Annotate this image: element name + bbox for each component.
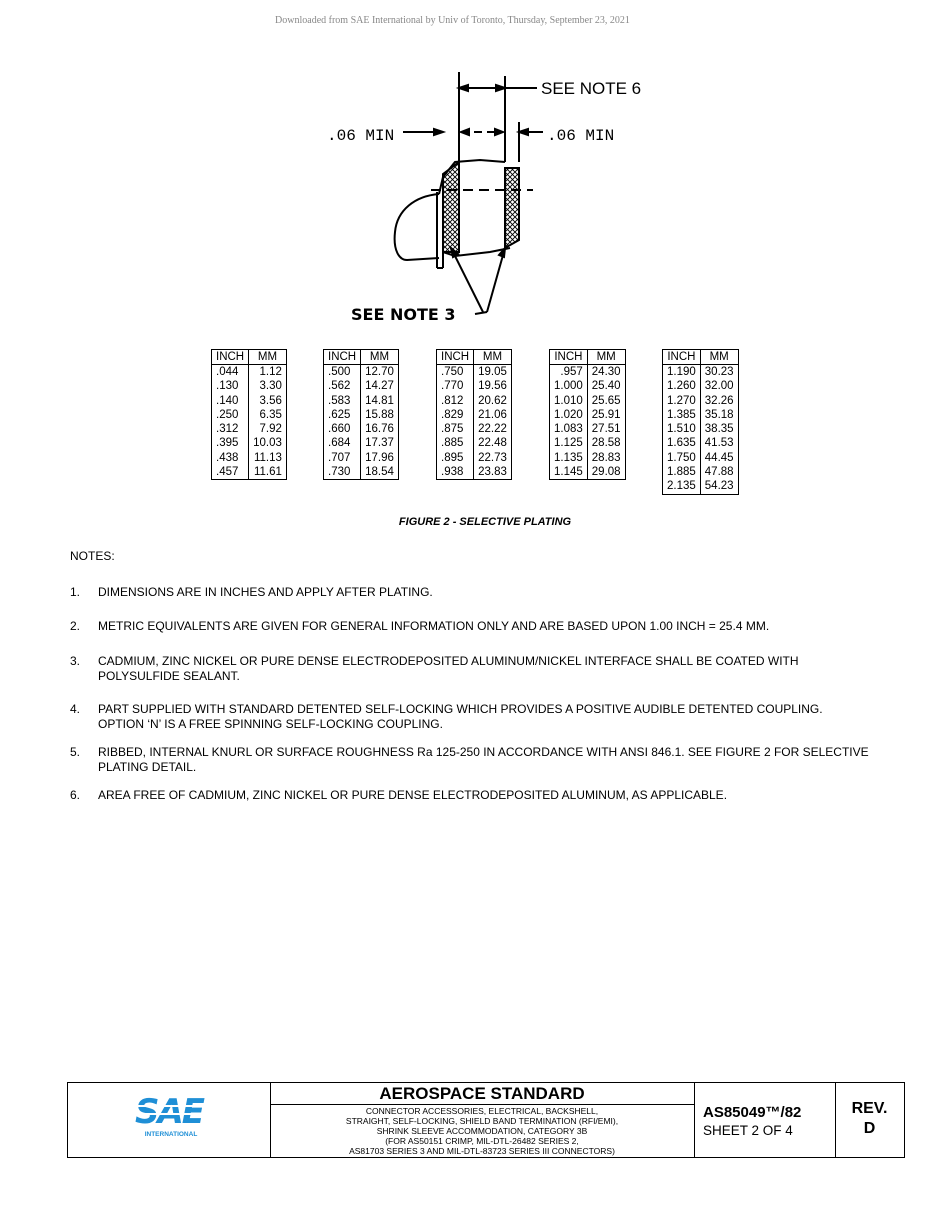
note-text: AREA FREE OF CADMIUM, ZINC NICKEL OR PURE DENSE ELECTRODEPOSITED ALUMINUM, AS APPLICABLE. [98, 788, 728, 802]
inch-cell: 1.510 [663, 422, 701, 436]
inch-cell: 1.635 [663, 436, 701, 450]
table-header-row [212, 350, 287, 365]
table-row [212, 436, 287, 450]
revision-label: REV. [851, 1100, 888, 1117]
table-row [663, 422, 739, 436]
inch-cell: .938 [437, 465, 474, 480]
table-row [324, 436, 399, 450]
download-notice: Downloaded from SAE International by Univ of Toronto, Thursday, September 23, 2021 [275, 15, 630, 26]
inch-cell: 1.145 [550, 465, 588, 480]
table-header-row [663, 350, 739, 365]
mm-cell: 38.35 [700, 422, 738, 436]
mm-cell: 14.27 [361, 379, 399, 393]
table-row [324, 465, 399, 480]
note-item [70, 619, 870, 634]
table-row [663, 451, 739, 465]
table-row [663, 394, 739, 408]
table-row [437, 451, 512, 465]
table-header-row [324, 350, 399, 365]
inch-cell: 2.135 [663, 479, 701, 494]
note-item [70, 745, 870, 775]
mm-cell: 17.96 [361, 451, 399, 465]
column-header-inch: INCH [550, 350, 588, 365]
inch-cell: .750 [437, 365, 474, 380]
inch-cell: 1.385 [663, 408, 701, 422]
column-header-mm: MM [700, 350, 738, 365]
sae-logo-subtext: INTERNATIONAL [144, 1131, 198, 1138]
mm-cell: 10.03 [249, 436, 287, 450]
table-row [663, 479, 739, 494]
description-line: CONNECTOR ACCESSORIES, ELECTRICAL, BACKSHELL, [365, 1106, 599, 1116]
document-number: AS85049™/82 [703, 1104, 802, 1121]
mm-cell: 11.61 [249, 465, 287, 480]
column-header-inch: INCH [663, 350, 701, 365]
table-row [550, 394, 626, 408]
table-row [437, 422, 512, 436]
mm-cell: 23.83 [474, 465, 512, 480]
note-text: DIMENSIONS ARE IN INCHES AND APPLY AFTER PLATING. [98, 585, 433, 599]
inch-cell: .562 [324, 379, 361, 393]
description-line: SHRINK SLEEVE ACCOMMODATION, CATEGORY 3B [376, 1126, 588, 1136]
column-header-inch: INCH [212, 350, 249, 365]
note-item [70, 585, 870, 600]
note-text: METRIC EQUIVALENTS ARE GIVEN FOR GENERAL INFORMATION ONLY AND ARE BASED UPON 1.00 INCH = 25.4 MM. [98, 619, 770, 633]
inch-cell: .885 [437, 436, 474, 450]
conversion-table [549, 349, 626, 480]
table-row [212, 394, 287, 408]
see-note-6-label: SEE NOTE 6 [541, 79, 642, 98]
table-row [324, 451, 399, 465]
table-row [550, 365, 626, 380]
inch-cell: 1.750 [663, 451, 701, 465]
description-line: (FOR AS50151 CRIMP, MIL-DTL-26482 SERIES 2, [385, 1136, 579, 1146]
table-header-row [550, 350, 626, 365]
inch-cell: 1.270 [663, 394, 701, 408]
mm-cell: 6.35 [249, 408, 287, 422]
mm-cell: 18.54 [361, 465, 399, 480]
mm-cell: 15.88 [361, 408, 399, 422]
note-number: 2. [70, 619, 81, 633]
note-text: RIBBED, INTERNAL KNURL OR SURFACE ROUGHNESS Ra 125-250 IN ACCORDANCE WITH ANSI 846.1. SEE FIGURE 2 FOR SELECTIVE PLATING DETAIL. [98, 745, 869, 774]
column-header-inch: INCH [324, 350, 361, 365]
inch-cell: 1.083 [550, 422, 588, 436]
inch-cell: .500 [324, 365, 361, 380]
note-number: 4. [70, 702, 81, 716]
column-header-mm: MM [249, 350, 287, 365]
column-header-inch: INCH [437, 350, 474, 365]
note-text: CADMIUM, ZINC NICKEL OR PURE DENSE ELECTRODEPOSITED ALUMINUM/NICKEL INTERFACE SHALL BE COATED WITH POLYSULFIDE SEALANT. [98, 654, 799, 683]
standard-title: AEROSPACE STANDARD [270, 1083, 694, 1105]
notes-title: NOTES: [70, 549, 115, 563]
inch-cell: .812 [437, 394, 474, 408]
see-note-3-label: SEE NOTE 3 [351, 305, 456, 324]
conversion-table [211, 349, 287, 480]
table-row [550, 422, 626, 436]
mm-cell: 19.05 [474, 365, 512, 380]
column-header-mm: MM [361, 350, 399, 365]
mm-cell: 35.18 [700, 408, 738, 422]
table-row [663, 379, 739, 393]
mm-cell: 25.91 [587, 408, 625, 422]
note-text: PART SUPPLIED WITH STANDARD DETENTED SELF-LOCKING WHICH PROVIDES A POSITIVE AUDIBLE DETENTED COUPLING. OPTION ‘N’ IS A FREE SPINNING SELF-LOCKING COUPLING. [98, 702, 823, 731]
table-row [663, 465, 739, 479]
inch-cell: .770 [437, 379, 474, 393]
inch-cell: .312 [212, 422, 249, 436]
mm-cell: 30.23 [700, 365, 738, 380]
table-row [550, 379, 626, 393]
mm-cell: 32.00 [700, 379, 738, 393]
table-row [437, 379, 512, 393]
inch-cell: .250 [212, 408, 249, 422]
table-row [437, 365, 512, 380]
inch-cell: .140 [212, 394, 249, 408]
mm-cell: 3.56 [249, 394, 287, 408]
table-row [437, 408, 512, 422]
inch-cell: .730 [324, 465, 361, 480]
inch-cell: .829 [437, 408, 474, 422]
sae-logo [68, 1083, 271, 1157]
table-row [212, 422, 287, 436]
mm-cell: 14.81 [361, 394, 399, 408]
title-block [67, 1082, 905, 1158]
note-number: 3. [70, 654, 81, 668]
description-line: STRAIGHT, SELF-LOCKING, SHIELD BAND TERMINATION (RFI/EMI), [345, 1116, 619, 1126]
mm-cell: 21.06 [474, 408, 512, 422]
table-row [437, 436, 512, 450]
table-row [212, 379, 287, 393]
document-cell [694, 1083, 836, 1157]
mm-cell: 7.92 [249, 422, 287, 436]
table-row [212, 365, 287, 380]
mm-cell: 22.48 [474, 436, 512, 450]
note-number: 1. [70, 585, 81, 599]
min-right-label: .06 MIN [547, 127, 615, 145]
table-row [437, 394, 512, 408]
table-row [550, 408, 626, 422]
inch-cell: 1.190 [663, 365, 701, 380]
inch-cell: .707 [324, 451, 361, 465]
column-header-mm: MM [587, 350, 625, 365]
note-item [70, 702, 870, 732]
mm-cell: 28.83 [587, 451, 625, 465]
inch-cell: 1.000 [550, 379, 588, 393]
table-row [324, 408, 399, 422]
mm-cell: 32.26 [700, 394, 738, 408]
title-cell [270, 1083, 695, 1157]
mm-cell: 28.58 [587, 436, 625, 450]
selective-plating-drawing [315, 62, 655, 332]
table-header-row [437, 350, 512, 365]
mm-cell: 19.56 [474, 379, 512, 393]
inch-cell: .130 [212, 379, 249, 393]
mm-cell: 25.65 [587, 394, 625, 408]
inch-cell: .957 [550, 365, 588, 380]
inch-cell: .438 [212, 451, 249, 465]
table-row [550, 465, 626, 480]
inch-cell: 1.885 [663, 465, 701, 479]
figure-caption: FIGURE 2 - SELECTIVE PLATING [398, 516, 572, 528]
sae-logo-text: SAE [134, 1092, 204, 1132]
table-row [550, 436, 626, 450]
note-number: 6. [70, 788, 81, 802]
conversion-table [436, 349, 512, 480]
table-row [437, 465, 512, 480]
table-row [324, 422, 399, 436]
mm-cell: 22.73 [474, 451, 512, 465]
table-row [324, 365, 399, 380]
table-row [550, 451, 626, 465]
table-row [212, 451, 287, 465]
mm-cell: 54.23 [700, 479, 738, 494]
note-item [70, 654, 870, 684]
revision-cell [835, 1083, 904, 1157]
note-number: 5. [70, 745, 81, 759]
inch-cell: 1.135 [550, 451, 588, 465]
sae-logo-mark [68, 1083, 270, 1157]
inch-cell: .583 [324, 394, 361, 408]
mm-cell: 3.30 [249, 379, 287, 393]
mm-cell: 1.12 [249, 365, 287, 380]
inch-cell: .044 [212, 365, 249, 380]
column-header-mm: MM [474, 350, 512, 365]
inch-cell: .684 [324, 436, 361, 450]
inch-cell: .895 [437, 451, 474, 465]
min-left-label: .06 MIN [327, 127, 395, 145]
mm-cell: 24.30 [587, 365, 625, 380]
table-row [212, 465, 287, 480]
table-row [212, 408, 287, 422]
note-item [70, 788, 870, 803]
table-row [663, 365, 739, 380]
inch-cell: .457 [212, 465, 249, 480]
revision-value: D [863, 1120, 876, 1137]
standard-description [270, 1105, 694, 1156]
inch-cell: .625 [324, 408, 361, 422]
mm-cell: 47.88 [700, 465, 738, 479]
inch-cell: .660 [324, 422, 361, 436]
mm-cell: 41.53 [700, 436, 738, 450]
table-row [324, 379, 399, 393]
mm-cell: 17.37 [361, 436, 399, 450]
inch-cell: .875 [437, 422, 474, 436]
table-row [324, 394, 399, 408]
inch-cell: 1.260 [663, 379, 701, 393]
table-row [663, 436, 739, 450]
mm-cell: 29.08 [587, 465, 625, 480]
mm-cell: 11.13 [249, 451, 287, 465]
mm-cell: 12.70 [361, 365, 399, 380]
mm-cell: 22.22 [474, 422, 512, 436]
table-row [663, 408, 739, 422]
selective-plating-figure [315, 62, 655, 332]
description-line: AS81703 SERIES 3 AND MIL-DTL-83723 SERIES III CONNECTORS) [349, 1146, 615, 1156]
mm-cell: 25.40 [587, 379, 625, 393]
inch-cell: 1.010 [550, 394, 588, 408]
mm-cell: 27.51 [587, 422, 625, 436]
mm-cell: 20.62 [474, 394, 512, 408]
sheet-number: SHEET 2 OF 4 [703, 1123, 793, 1138]
inch-cell: 1.020 [550, 408, 588, 422]
inch-cell: 1.125 [550, 436, 588, 450]
conversion-table [662, 349, 739, 495]
inch-cell: .395 [212, 436, 249, 450]
conversion-table [323, 349, 399, 480]
mm-cell: 16.76 [361, 422, 399, 436]
mm-cell: 44.45 [700, 451, 738, 465]
